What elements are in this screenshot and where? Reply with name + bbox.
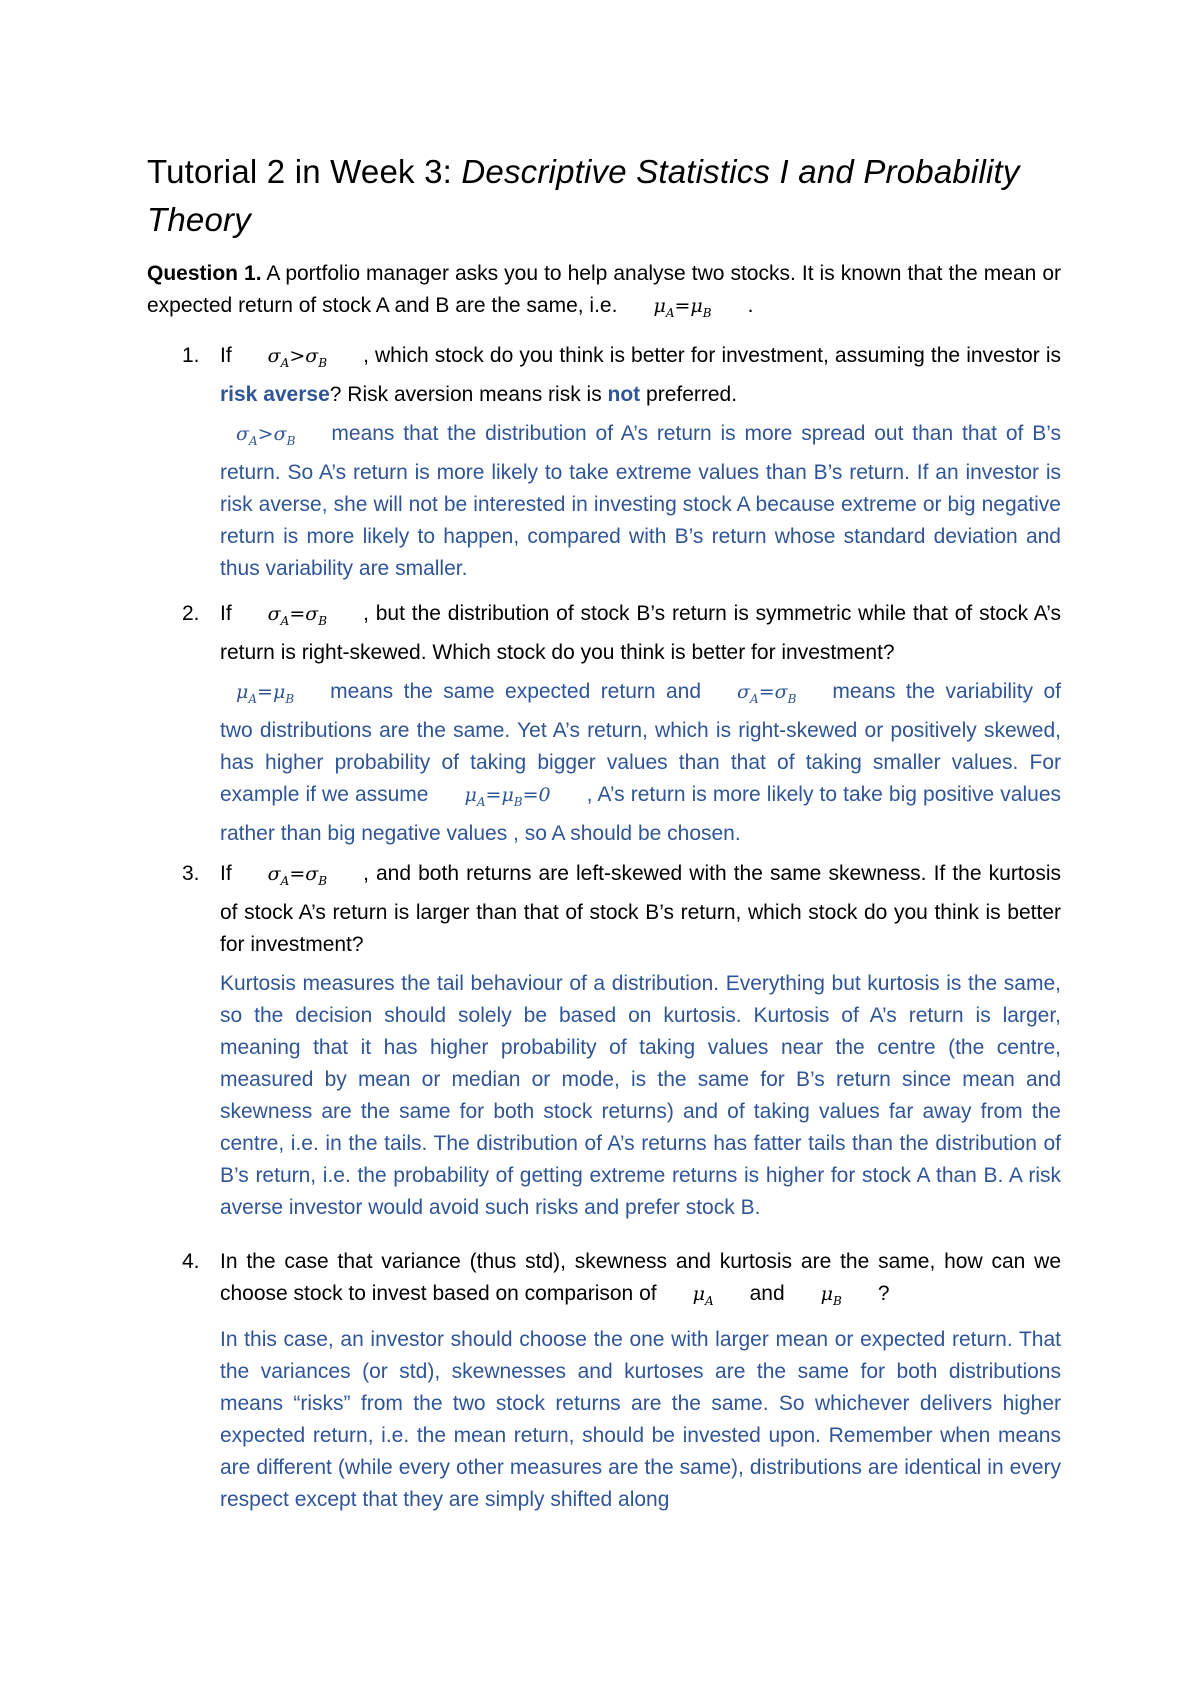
item-number: 4. xyxy=(182,1250,200,1273)
answer-2 xyxy=(220,676,1061,850)
a1-math: $\sigma_A>\sigma_B$ xyxy=(236,423,296,448)
not-highlight: not xyxy=(607,382,641,406)
title-italic: Descriptive Statistics I and Probability Theory xyxy=(147,153,1020,238)
title-prefix: Tutorial 2 in Week 3: xyxy=(147,153,462,190)
a2-text-2: means the variability of two distributions are the same. Yet A’s return, which is right-skewed or positively skewed, has higher probability of taking bigger values than that of taking smaller values. For example if we assume xyxy=(220,680,1061,806)
sub-question-2 xyxy=(147,598,1067,669)
sub-question-1 xyxy=(147,340,1067,411)
a2-math-3: $\mu_A=\mu_B=0$ xyxy=(464,783,551,809)
if-word: If xyxy=(220,602,232,625)
intro-math: $\mu_A=\mu_B$ xyxy=(653,295,712,320)
question-1-intro xyxy=(147,258,1061,329)
sub-question-4-text xyxy=(220,1246,1061,1317)
q3-text: , and both returns are left-skewed with the same skewness. If the kurtosis of stock A’s return is larger than that of stock B’s return, which stock do you think is better for investment? xyxy=(220,862,1061,956)
q1-text-2: ? Risk aversion means risk is xyxy=(329,382,608,406)
q2-math: $\sigma_A=\sigma_B$ xyxy=(267,603,328,628)
sub-question-1-text xyxy=(220,340,1061,411)
item-number: 3. xyxy=(182,862,200,885)
q4-math-1: $\mu_A$ xyxy=(692,1283,714,1308)
a2-math-2: $\sigma_A=\sigma_B$ xyxy=(737,681,797,706)
q1-text-3: preferred. xyxy=(640,382,738,406)
intro-end: . xyxy=(747,294,754,317)
q1-text-1: , which stock do you think is better for investment, assuming the investor is xyxy=(363,344,1061,367)
question-label: Question 1. xyxy=(147,262,262,285)
q4-end: ? xyxy=(877,1282,890,1305)
q4-math-2: $\mu_B$ xyxy=(820,1283,842,1308)
q4-text: In the case that variance (thus std), skewness and kurtosis are the same, how can we choose stock to invest based on comparison of xyxy=(220,1250,1061,1305)
a2-text-1: means the same expected return and xyxy=(330,680,702,703)
a2-text-3: , A’s return is more likely to take big positive values rather than big negative values , so A should be chosen. xyxy=(220,782,1061,845)
answer-4: In this case, an investor should choose the one with larger mean or expected return. That the variances (or std), skewnesses and kurtoses are the same for both distributions means “risks” from the two stock returns are the same. So whichever delivers higher expected return, i.e. the mean return, should be invested upon. Remember when means are different (while every other measures are the same), distributions are identical in every respect except that they are simply shifted along xyxy=(220,1328,1061,1511)
a1-text: means that the distribution of A’s return is more spread out than that of B’s return. So A’s return is more likely to take extreme values than B’s return. If an investor is risk averse, she will not be interested in investing stock A because extreme or big negative return is more likely to happen, compared with B’s return whose standard deviation and thus variability are smaller. xyxy=(220,422,1061,580)
if-word: If xyxy=(220,862,232,885)
q1-math: $\sigma_A>\sigma_B$ xyxy=(267,345,328,370)
q2-text: , but the distribution of stock B’s return is symmetric while that of stock A’s return is right-skewed. Which stock do you think is better for investment? xyxy=(220,602,1061,664)
risk-averse-highlight: risk averse xyxy=(220,382,330,406)
answer-3: Kurtosis measures the tail behaviour of a distribution. Everything but kurtosis is the same, so the decision should solely be based on kurtosis. Kurtosis of A’s return is larger, meaning that it has higher probability of taking values near the centre (the centre, measured by mean or median or mode, is the same for B’s return since mean and skewness are the same for both stock returns) and of taking values far away from the centre, i.e. in the tails. The distribution of A’s returns has fatter tails than the distribution of B’s return, i.e. the probability of getting extreme returns is higher for stock A than B. A risk averse investor would avoid such risks and prefer stock B. xyxy=(220,972,1061,1219)
sub-question-3-text xyxy=(220,858,1061,961)
sub-question-3 xyxy=(147,858,1067,961)
question-intro-text: A portfolio manager asks you to help analyse two stocks. It is known that the mean or expected return of stock A and B are the same, i.e. xyxy=(147,262,1062,317)
page-title xyxy=(147,148,1067,244)
sub-question-4 xyxy=(147,1246,1067,1317)
item-number: 1. xyxy=(182,344,200,367)
item-number: 2. xyxy=(182,602,200,625)
if-word: If xyxy=(220,344,232,367)
sub-question-2-text xyxy=(220,598,1061,669)
a2-math-1: $\mu_A=\mu_B$ xyxy=(236,681,295,706)
answer-1 xyxy=(220,418,1061,585)
q3-math: $\sigma_A=\sigma_B$ xyxy=(267,863,328,888)
q4-and: and xyxy=(749,1282,785,1305)
